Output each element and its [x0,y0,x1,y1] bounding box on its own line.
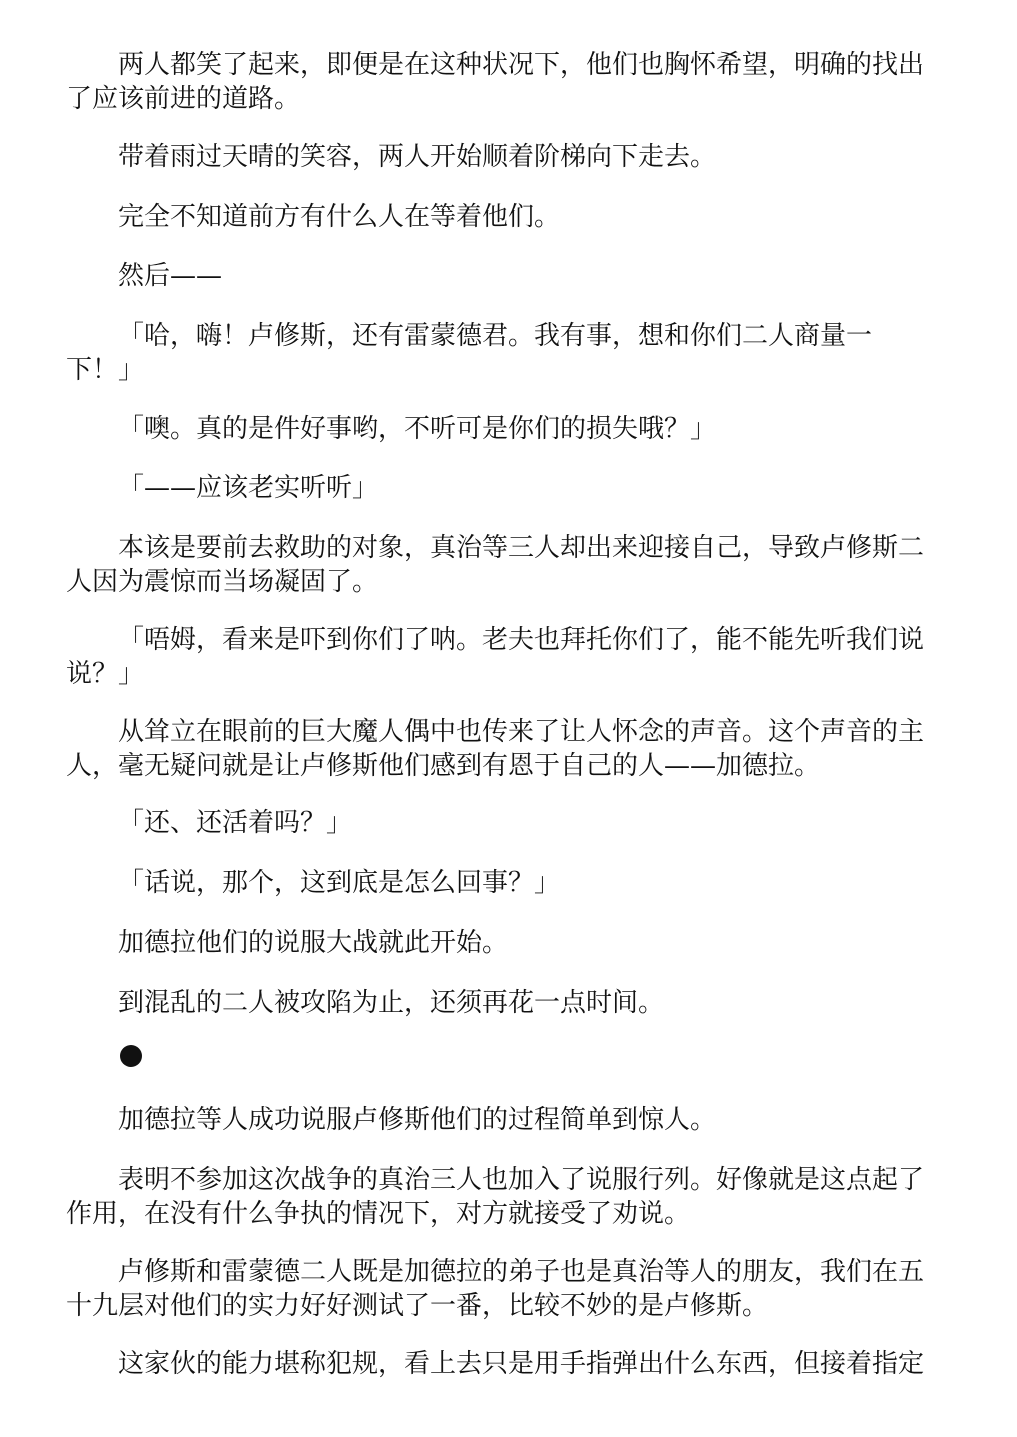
paragraph: 表明不参加这次战争的真治三人也加入了说服行列。好像就是这点起了作用，在没有什么争执的情况下，对方就接受了劝说。 [66,1165,925,1229]
paragraph: 然后—— [118,261,223,291]
paragraph: 从耸立在眼前的巨大魔人偶中也传来了让人怀念的声音。这个声音的主人，毫无疑问就是让卢修斯他们感到有恩于自己的人——加德拉。 [66,717,925,781]
paragraph: 加德拉等人成功说服卢修斯他们的过程简单到惊人。 [118,1105,717,1135]
paragraph: 本该是要前去救助的对象，真治等三人却出来迎接自己，导致卢修斯二人因为震惊而当场凝固了。 [66,533,925,597]
paragraph: 到混乱的二人被攻陷为止，还须再花一点时间。 [118,988,665,1018]
dialogue-line: 「——应该老实听听」 [118,473,379,503]
paragraph: 这家伙的能力堪称犯规，看上去只是用手指弹出什么东西，但接着指定 [118,1349,925,1379]
dialogue-line: 「话说，那个，这到底是怎么回事？」 [118,868,561,898]
dialogue-line: 「唔姆，看来是吓到你们了呐。老夫也拜托你们了，能不能先听我们说说？」 [66,625,925,689]
paragraph: 完全不知道前方有什么人在等着他们。 [118,202,561,232]
dialogue-line: 「哈，嗨！卢修斯，还有雷蒙德君。我有事，想和你们二人商量一下！」 [66,321,873,385]
dialogue-line: 「噢。真的是件好事哟，不听可是你们的损失哦？」 [118,414,717,444]
section-break-bullet [120,1045,142,1067]
paragraph: 两人都笑了起来，即便是在这种状况下，他们也胸怀希望，明确的找出了应该前进的道路。 [66,50,925,114]
paragraph: 卢修斯和雷蒙德二人既是加德拉的弟子也是真治等人的朋友，我们在五十九层对他们的实力好好测试了一番，比较不妙的是卢修斯。 [66,1257,925,1321]
paragraph: 加德拉他们的说服大战就此开始。 [118,928,509,958]
dialogue-line: 「还、还活着吗？」 [118,808,353,838]
paragraph: 带着雨过天晴的笑容，两人开始顺着阶梯向下走去。 [118,142,717,172]
